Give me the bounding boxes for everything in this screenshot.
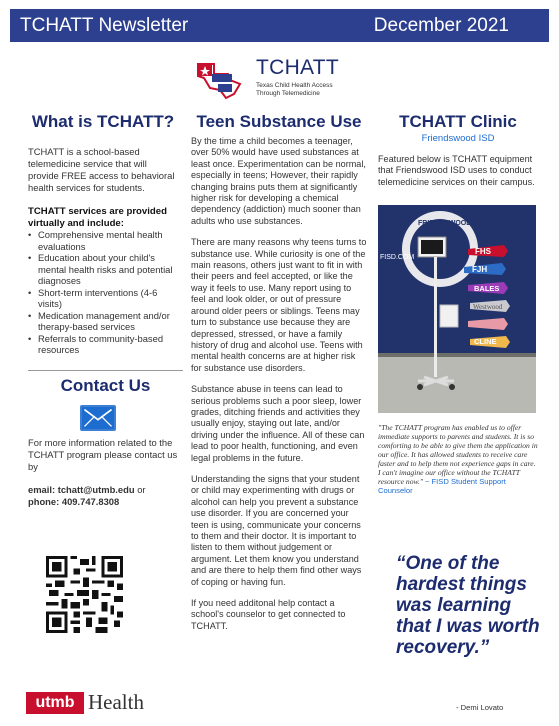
mail-icon[interactable] [80,405,116,431]
teen-substance-title: Teen Substance Use [196,112,362,131]
qr-code[interactable] [46,556,123,633]
clinic-subtitle: Friendswood ISD [421,133,495,144]
paragraph: Understanding the signs that your student or child may experimenting with drugs or alcohol can help you prevent a substance use disorder. If you are concerned your teen is using, communicate your concerns to them and their doctor. It is important to listen to them without judgement or argument. Let them know you understand and are there to help them find other ways of coping or having fun. [191,473,362,587]
section-divider [28,370,183,371]
services-heading: TCHATT services are provided virtually and include: [28,206,167,229]
logo-subtitle-line2: Through Telemedicine [256,90,320,97]
phone-number[interactable]: 409.747.8308 [61,496,120,507]
phone-label: phone: [28,496,60,507]
sign-label: FHS [475,247,491,256]
newsletter-date: December 2021 [373,15,509,36]
what-is-body: TCHATT is a school-based telemedicine service that will provide FREE access to behavioral health services for students. [28,146,175,193]
utmb-health-logo [26,690,156,716]
clinic-section-header [378,112,538,144]
logo-name: TCHATT [256,56,340,79]
what-is-title: What is TCHATT? [31,112,175,131]
counselor-quote [378,423,538,495]
sign-label: FJH [472,265,488,274]
logo-subtitle [256,82,333,98]
utmb-wordmark: utmb [26,692,84,714]
contact-title: Contact Us [60,376,151,395]
featured-quote-attribution: - Demi Lovato [456,703,504,712]
counselor-quote-attribution: ~ FISD Student Support Counselor [378,477,506,495]
list-item: • Medication management and/or therapy-based services [28,310,178,333]
tchatt-logo [196,54,386,104]
email-label: email: [28,484,56,495]
featured-quote: “One of the hardest things was learning that I was worth recovery.” [396,553,540,658]
sign-label: Westwood [473,303,503,311]
contact-details [28,484,188,508]
paragraph: By the time a child becomes a teenager, over 50% would have used substances at least once. Experimentation can be normal, especially in teens; However, their rapidly changing brains puts them at significantly higher risk for developing a chemical dependency (addiction) much sooner than adults who use substances. [191,136,366,226]
list-item: • Referrals to community-based resources [28,333,178,356]
paragraph: Substance abuse in teens can lead to serious problems such a poor sleep, lower grades, ditching friends and activities they usually enjoy, staying out late, and/or driving under the influence. All of these can lead to poor health, functioning, and even legal problems in the future. [191,384,365,463]
newsletter-title: TCHATT Newsletter [20,15,189,36]
list-item: • Education about your child's mental health risks and potential diagnoses [28,252,178,287]
wall-text: FRIENDSWOOD ISD [418,220,485,227]
list-item: • Comprehensive mental health evaluations [28,229,178,252]
telemedicine-cart-photo [378,205,536,413]
paragraph: There are many reasons why teens turns to substance use. While curiosity is one of the main reasons, others just want to fit in with their peers and feel accepted, or like the way it feels to use. Many report using to feel and look older, or out of pressure around older peers or siblings. Teens may turn to substance use because they are depressed, stressed, or have a family history of drug and alcohol use. Teens with mental health concerns are at higher risk for substance use disorders. [191,237,367,373]
sign-label: BALES [474,284,500,293]
or-text: or [137,484,146,495]
health-wordmark: Health [88,690,144,714]
list-item: • Short-term interventions (4-6 visits) [28,287,178,310]
counselor-quote-text: "The TCHATT program has enabled us to offer immediate supports to parents and students. It is so comforting to be able to give them the application in our office. It has allowed students to receive care faster and to help them not experience gaps in care. I can't imagine our office without the TCHATT resource now." [378,423,538,486]
logo-subtitle-line1: Texas Child Health Access [256,82,333,89]
newsletter-header [10,9,549,42]
texas-flag-icon [196,60,246,100]
contact-body: For more information related to the TCHATT program please contact us by [28,437,178,472]
services-list [28,229,178,356]
what-is-section [28,112,178,356]
clinic-title: TCHATT Clinic [399,112,517,131]
paragraph: If you need additonal help contact a school's counselor to get connected to TCHATT. [191,598,346,631]
email-link[interactable]: tchatt@utmb.edu [57,484,135,495]
clinic-featured-text: Featured below is TCHATT equipment that Friendswood ISD uses to conduct telemedicine services on their campus. [378,154,535,187]
wall-site-text: FISD.COM [380,254,415,261]
sign-label: CLINE [474,337,497,346]
teen-substance-section [191,112,367,642]
